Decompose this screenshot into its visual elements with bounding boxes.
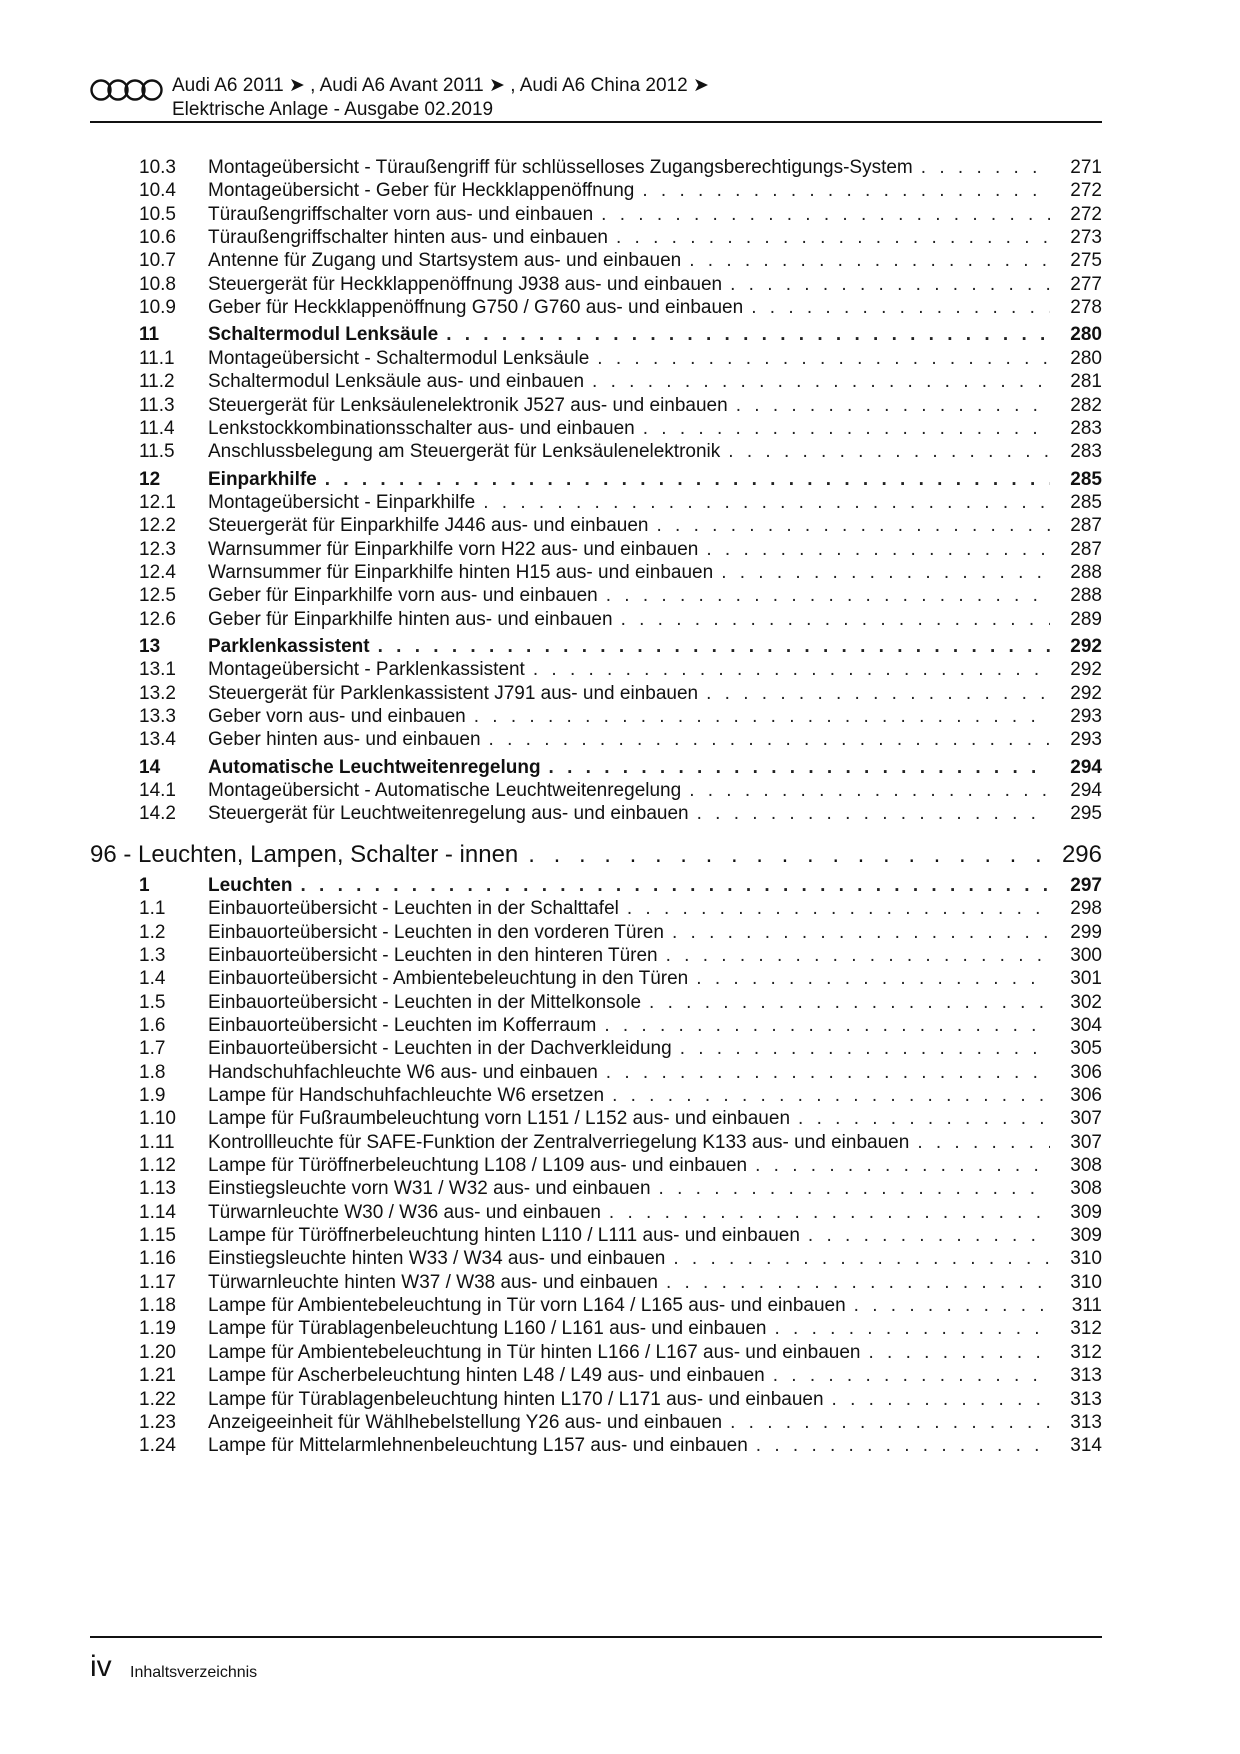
toc-title: Anschlussbelegung am Steuergerät für Lenksäulenelektronik	[208, 440, 728, 464]
toc-item[interactable]	[90, 1294, 1102, 1318]
toc-number: 1.14	[139, 1201, 176, 1223]
toc-item[interactable]	[90, 991, 1102, 1015]
toc-page-number: 306	[1070, 1061, 1102, 1083]
toc-page-number: 285	[1070, 491, 1102, 513]
toc-number: 1.16	[139, 1248, 176, 1270]
toc-section[interactable]	[90, 874, 1102, 898]
toc-item[interactable]	[90, 1154, 1102, 1178]
toc-page-number: 295	[1070, 803, 1102, 825]
toc-page-number: 298	[1070, 898, 1102, 920]
toc-leader-dots	[689, 249, 1050, 273]
toc-leader-dots	[689, 779, 1050, 803]
toc-item[interactable]	[90, 1411, 1102, 1435]
toc-item[interactable]	[90, 249, 1102, 273]
toc-number: 1.12	[139, 1155, 176, 1176]
toc-title: Leuchten	[208, 874, 300, 898]
toc-page-number: 272	[1070, 180, 1102, 202]
toc-page-number: 292	[1070, 659, 1102, 681]
toc-title: Einbauorteübersicht - Leuchten im Kofferraum	[208, 1014, 604, 1038]
toc-title: Anzeigeeinheit für Wählhebelstellung Y26 aus- und einbauen	[208, 1411, 730, 1435]
toc-page-number: 296	[1061, 840, 1102, 868]
toc-number: 1.11	[139, 1131, 175, 1153]
toc-page-number: 288	[1070, 561, 1102, 583]
toc-item[interactable]	[90, 1388, 1102, 1412]
toc-number: 1.5	[139, 991, 166, 1013]
toc-leader-dots	[673, 1247, 1050, 1271]
toc-leader-dots	[774, 1317, 1050, 1341]
toc-leader-dots	[446, 323, 1050, 347]
toc-item[interactable]	[90, 779, 1102, 803]
toc-title: Lampe für Türöffnerbeleuchtung L108 / L109 aus- und einbauen	[208, 1154, 755, 1178]
toc-leader-dots	[616, 226, 1050, 250]
toc-page-number: 282	[1070, 394, 1102, 416]
toc-leader-dots	[680, 1037, 1050, 1061]
toc-page-number: 288	[1070, 585, 1102, 607]
toc-title: Montageübersicht - Schaltermodul Lenksäule	[208, 347, 597, 371]
toc-title: Einbauorteübersicht - Ambientebeleuchtung in den Türen	[208, 967, 696, 991]
toc-item[interactable]	[90, 1434, 1102, 1458]
toc-page-number: 312	[1070, 1341, 1102, 1363]
toc-number: 11	[139, 324, 160, 346]
toc-leader-dots	[533, 658, 1050, 682]
toc-item[interactable]	[90, 1341, 1102, 1365]
toc-item[interactable]	[90, 1224, 1102, 1248]
toc-leader-dots	[474, 705, 1050, 729]
toc-number: 11.3	[139, 394, 175, 416]
toc-leader-dots	[483, 491, 1050, 515]
toc-item[interactable]	[90, 370, 1102, 394]
toc-page-number: 285	[1070, 468, 1102, 490]
toc-item[interactable]	[90, 296, 1102, 320]
toc-page-number: 273	[1070, 227, 1102, 249]
toc-page-number: 271	[1070, 157, 1102, 178]
toc-page-number: 277	[1070, 273, 1102, 295]
toc-item[interactable]	[90, 1131, 1102, 1155]
toc-title: Einparkhilfe	[208, 468, 325, 492]
toc-leader-dots	[868, 1341, 1050, 1365]
toc-title: Kontrollleuchte für SAFE-Funktion der Zentralverriegelung K133 aus- und einbauen	[208, 1131, 917, 1155]
toc-page-number: 307	[1070, 1131, 1102, 1153]
toc-title: Steuergerät für Heckklappenöffnung J938 aus- und einbauen	[208, 273, 730, 297]
toc-leader-dots	[659, 1177, 1050, 1201]
toc-item[interactable]	[90, 179, 1102, 203]
toc-number: 1.4	[139, 968, 166, 990]
toc-chapter-title: 96 - Leuchten, Lampen, Schalter - innen	[90, 840, 519, 868]
toc-leader-dots	[656, 514, 1050, 538]
toc-item[interactable]	[90, 944, 1102, 968]
toc-item[interactable]	[90, 514, 1102, 538]
toc-leader-dots	[549, 756, 1050, 780]
toc-page-number: 275	[1070, 250, 1102, 272]
toc-number: 1.19	[139, 1318, 176, 1340]
toc-number: 1	[139, 874, 150, 896]
toc-item[interactable]	[90, 491, 1102, 515]
toc-title: Antenne für Zugang und Startsystem aus- und einbauen	[208, 249, 689, 273]
toc-title: Automatische Leuchtweitenregelung	[208, 756, 549, 780]
toc-number: 12.5	[139, 585, 176, 607]
toc-leader-dots	[601, 203, 1050, 227]
audi-rings-logo	[90, 78, 164, 102]
toc-leader-dots	[378, 635, 1050, 659]
toc-number: 10.4	[139, 180, 176, 202]
toc-number: 12.2	[139, 515, 176, 537]
toc-item[interactable]	[90, 394, 1102, 418]
toc-number: 14.1	[139, 780, 176, 802]
toc-number: 10.5	[139, 203, 176, 225]
toc-page-number: 293	[1070, 706, 1102, 728]
toc-number: 13	[139, 636, 161, 657]
toc-page-number: 292	[1070, 636, 1102, 657]
toc-title: Geber für Heckklappenöffnung G750 / G760 aus- und einbauen	[208, 296, 751, 320]
toc-title: Geber für Einparkhilfe vorn aus- und einbauen	[208, 584, 606, 608]
toc-title: Einbauorteübersicht - Leuchten in der Dachverkleidung	[208, 1037, 680, 1061]
toc-number: 1.6	[139, 1014, 166, 1036]
toc-section[interactable]	[90, 468, 1102, 492]
toc-title: Türaußengriffschalter hinten aus- und einbauen	[208, 226, 616, 250]
toc-title: Lampe für Türablagenbeleuchtung hinten L170 / L171 aus- und einbauen	[208, 1388, 832, 1412]
toc-title: Steuergerät für Lenksäulenelektronik J527 aus- und einbauen	[208, 394, 736, 418]
toc-number: 10.3	[139, 157, 176, 178]
toc-number: 11.1	[139, 347, 175, 369]
toc-page-number: 283	[1070, 417, 1102, 439]
toc-page-number: 281	[1070, 371, 1102, 393]
toc-number: 12.6	[139, 608, 176, 630]
toc-item[interactable]	[90, 273, 1102, 297]
toc-title: Einbauorteübersicht - Leuchten in der Schalttafel	[208, 897, 627, 921]
toc-number: 13.4	[139, 729, 176, 751]
header-edition: Elektrische Anlage - Ausgabe 02.2019	[172, 99, 494, 120]
toc-title: Einstiegsleuchte hinten W33 / W34 aus- und einbauen	[208, 1247, 673, 1271]
toc-title: Türaußengriffschalter vorn aus- und einbauen	[208, 203, 601, 227]
header-vehicle-models: Audi A6 2011 ➤ , Audi A6 Avant 2011 ➤ , Audi A6 China 2012 ➤	[172, 75, 709, 96]
toc-number: 1.2	[139, 921, 166, 943]
toc-page-number: 313	[1070, 1388, 1102, 1410]
toc-item[interactable]	[90, 226, 1102, 250]
toc-number: 14.2	[139, 803, 176, 825]
toc-title: Montageübersicht - Türaußengriff für schlüsselloses Zugangsberechtigungs-System	[208, 156, 921, 180]
toc-number: 10.6	[139, 227, 176, 249]
toc-item[interactable]	[90, 561, 1102, 585]
toc-number: 10.8	[139, 273, 176, 295]
toc-title: Lampe für Türablagenbeleuchtung L160 / L161 aus- und einbauen	[208, 1317, 774, 1341]
toc-item[interactable]	[90, 1201, 1102, 1225]
toc-page-number: 305	[1070, 1038, 1102, 1060]
toc-leader-dots	[696, 967, 1050, 991]
toc-title: Einbauorteübersicht - Leuchten in den hinteren Türen	[208, 944, 666, 968]
toc-title: Lampe für Ambientebeleuchtung in Tür vorn L164 / L165 aus- und einbauen	[208, 1294, 854, 1318]
toc-leader-dots	[706, 682, 1050, 706]
toc-leader-dots	[917, 1131, 1050, 1155]
toc-leader-dots	[627, 897, 1050, 921]
toc-section[interactable]	[90, 756, 1102, 780]
toc-title: Warnsummer für Einparkhilfe hinten H15 aus- und einbauen	[208, 561, 721, 585]
toc-leader-dots	[489, 728, 1050, 752]
toc-leader-dots	[773, 1364, 1050, 1388]
toc-number: 1.7	[139, 1038, 166, 1060]
toc-number: 1.9	[139, 1084, 166, 1106]
toc-title: Steuergerät für Parklenkassistent J791 aus- und einbauen	[208, 682, 706, 706]
toc-item[interactable]	[90, 1037, 1102, 1061]
toc-number: 10.7	[139, 250, 176, 272]
toc-item[interactable]	[90, 921, 1102, 945]
toc-leader-dots	[697, 802, 1050, 826]
toc-leader-dots	[808, 1224, 1050, 1248]
toc-page-number: 294	[1070, 780, 1102, 802]
toc-leader-dots	[736, 394, 1050, 418]
toc-number: 12	[139, 468, 161, 490]
toc-item[interactable]	[90, 156, 1102, 180]
toc-leader-dots	[604, 1014, 1050, 1038]
toc-title: Montageübersicht - Automatische Leuchtweitenregelung	[208, 779, 689, 803]
toc-page-number: 306	[1070, 1084, 1102, 1106]
toc-page-number: 302	[1070, 991, 1102, 1013]
toc-page-number: 300	[1070, 944, 1102, 966]
toc-number: 1.20	[139, 1341, 176, 1363]
toc-number: 1.13	[139, 1178, 176, 1200]
footer-page-number: iv	[90, 1650, 112, 1683]
toc-item[interactable]	[90, 802, 1102, 826]
toc-title: Geber hinten aus- und einbauen	[208, 728, 489, 752]
toc-number: 13.1	[139, 659, 176, 681]
toc-item[interactable]	[90, 584, 1102, 608]
toc-leader-dots	[751, 296, 1050, 320]
toc-item[interactable]	[90, 1014, 1102, 1038]
toc-number: 1.18	[139, 1295, 176, 1317]
toc-page-number: 313	[1070, 1365, 1102, 1387]
toc-item[interactable]	[90, 608, 1102, 632]
toc-leader-dots	[592, 370, 1050, 394]
toc-page-number: 287	[1070, 538, 1102, 560]
toc-leader-dots	[606, 1061, 1050, 1085]
toc-section[interactable]	[90, 323, 1102, 347]
toc-title: Geber für Einparkhilfe hinten aus- und einbauen	[208, 608, 621, 632]
toc-page-number: 272	[1070, 203, 1102, 225]
toc-leader-dots	[706, 538, 1050, 562]
toc-title: Geber vorn aus- und einbauen	[208, 705, 474, 729]
toc-number: 1.21	[139, 1365, 176, 1387]
toc-page-number: 289	[1070, 608, 1102, 630]
toc-number: 1.23	[139, 1411, 176, 1433]
toc-leader-dots	[728, 440, 1050, 464]
toc-leader-dots	[730, 1411, 1050, 1435]
toc-number: 1.15	[139, 1225, 176, 1247]
toc-title: Handschuhfachleuchte W6 aus- und einbauen	[208, 1061, 606, 1085]
toc-item[interactable]	[90, 1271, 1102, 1295]
toc-item[interactable]	[90, 440, 1102, 464]
toc-number: 12.3	[139, 538, 176, 560]
toc-item[interactable]	[90, 682, 1102, 706]
toc-number: 12.4	[139, 561, 176, 583]
toc-page-number: 283	[1070, 441, 1102, 463]
toc-leader-dots	[300, 874, 1050, 898]
toc-number: 1.3	[139, 944, 166, 966]
toc-item[interactable]	[90, 658, 1102, 682]
toc-leader-dots	[666, 944, 1050, 968]
page-header	[90, 72, 1100, 122]
toc-title: Türwarnleuchte hinten W37 / W38 aus- und einbauen	[208, 1271, 666, 1295]
toc-item[interactable]	[90, 417, 1102, 441]
toc-leader-dots	[921, 156, 1050, 180]
toc-number: 11.5	[139, 441, 175, 463]
toc-leader-dots	[756, 1434, 1050, 1458]
toc-number: 1.24	[139, 1435, 176, 1457]
toc-item[interactable]	[90, 538, 1102, 562]
toc-leader-dots	[606, 584, 1050, 608]
toc-title: Steuergerät für Einparkhilfe J446 aus- und einbauen	[208, 514, 656, 538]
toc-title: Lampe für Fußraumbeleuchtung vorn L151 / L152 aus- und einbauen	[208, 1107, 798, 1131]
toc-chapter[interactable]	[90, 840, 1102, 870]
toc-leader-dots	[642, 179, 1050, 203]
toc-number: 11.2	[139, 371, 175, 393]
toc-title: Einstiegsleuchte vorn W31 / W32 aus- und einbauen	[208, 1177, 659, 1201]
toc-leader-dots	[621, 608, 1050, 632]
toc-leader-dots	[755, 1154, 1050, 1178]
toc-leader-dots	[649, 991, 1050, 1015]
toc-number: 11.4	[139, 417, 175, 439]
toc-page-number: 294	[1070, 756, 1102, 778]
toc-title: Schaltermodul Lenksäule	[208, 323, 446, 347]
toc-page-number: 293	[1070, 729, 1102, 751]
toc-page-number: 312	[1070, 1318, 1102, 1340]
toc-page-number: 311	[1071, 1295, 1102, 1317]
toc-page-number: 292	[1070, 682, 1102, 704]
header-divider	[90, 121, 1102, 123]
toc-title: Lampe für Ascherbeleuchtung hinten L48 / L49 aus- und einbauen	[208, 1364, 773, 1388]
toc-number: 10.9	[139, 297, 176, 319]
toc-item[interactable]	[90, 1177, 1102, 1201]
toc-leader-dots	[597, 347, 1050, 371]
toc-number: 1.17	[139, 1271, 176, 1293]
toc-page-number: 301	[1070, 968, 1102, 990]
toc-page-number: 310	[1070, 1271, 1102, 1293]
toc-title: Parklenkassistent	[208, 635, 378, 659]
toc-page-number: 278	[1070, 297, 1102, 319]
toc-title: Warnsummer für Einparkhilfe vorn H22 aus- und einbauen	[208, 538, 706, 562]
toc-title: Einbauorteübersicht - Leuchten in der Mittelkonsole	[208, 991, 649, 1015]
toc-page-number: 308	[1070, 1155, 1102, 1176]
toc-number: 1.22	[139, 1388, 176, 1410]
footer-label: Inhaltsverzeichnis	[130, 1664, 258, 1681]
toc-page-number: 299	[1070, 921, 1102, 943]
toc-item[interactable]	[90, 1247, 1102, 1271]
toc-title: Lampe für Türöffnerbeleuchtung hinten L110 / L111 aus- und einbauen	[208, 1224, 808, 1248]
toc-item[interactable]	[90, 1364, 1102, 1388]
toc-title: Lampe für Handschuhfachleuchte W6 ersetzen	[208, 1084, 612, 1108]
toc-page-number: 310	[1070, 1248, 1102, 1270]
toc-number: 14	[139, 756, 161, 778]
toc-page-number: 280	[1070, 347, 1102, 369]
toc-leader-dots	[612, 1084, 1050, 1108]
toc-page-number: 304	[1070, 1014, 1102, 1036]
toc-item[interactable]	[90, 728, 1102, 752]
toc-page-number: 309	[1070, 1225, 1102, 1247]
toc-leader-dots	[730, 273, 1050, 297]
toc-leader-dots	[721, 561, 1050, 585]
toc-item[interactable]	[90, 1107, 1102, 1131]
toc-page-number: 280	[1070, 324, 1102, 346]
toc-title: Lampe für Mittelarmlehnenbeleuchtung L157 aus- und einbauen	[208, 1434, 756, 1458]
toc-leader-dots	[832, 1388, 1050, 1412]
toc-title: Schaltermodul Lenksäule aus- und einbauen	[208, 370, 592, 394]
toc-page-number: 314	[1070, 1435, 1102, 1457]
toc-page-number: 297	[1070, 874, 1102, 896]
toc-leader-dots	[666, 1271, 1050, 1295]
toc-leader-dots	[672, 921, 1050, 945]
toc-number: 12.1	[139, 491, 176, 513]
toc-title: Türwarnleuchte W30 / W36 aus- und einbauen	[208, 1201, 609, 1225]
toc-number: 1.10	[139, 1108, 176, 1130]
toc-number: 1.8	[139, 1061, 166, 1083]
toc-title: Montageübersicht - Geber für Heckklappenöffnung	[208, 179, 642, 203]
toc-item[interactable]	[90, 1084, 1102, 1108]
toc-number: 13.3	[139, 706, 176, 728]
toc-title: Lampe für Ambientebeleuchtung in Tür hinten L166 / L167 aus- und einbauen	[208, 1341, 868, 1365]
toc-leader-dots	[643, 417, 1050, 441]
toc-title: Montageübersicht - Parklenkassistent	[208, 658, 533, 682]
toc-number: 13.2	[139, 682, 176, 704]
toc-page-number: 309	[1070, 1201, 1102, 1223]
toc-section[interactable]	[90, 635, 1102, 659]
toc-leader-dots	[798, 1107, 1050, 1131]
toc-number: 1.1	[139, 898, 166, 920]
toc-item[interactable]	[90, 705, 1102, 729]
toc-item[interactable]	[90, 1061, 1102, 1085]
toc-title: Steuergerät für Leuchtweitenregelung aus- und einbauen	[208, 802, 697, 826]
toc-title: Montageübersicht - Einparkhilfe	[208, 491, 483, 515]
toc-page-number: 308	[1070, 1178, 1102, 1200]
toc-item[interactable]	[90, 347, 1102, 371]
toc-page-number: 287	[1070, 515, 1102, 537]
toc-leader-dots	[854, 1294, 1050, 1318]
toc-page-number: 313	[1070, 1411, 1102, 1433]
toc-page-number: 307	[1070, 1108, 1102, 1130]
toc-title: Einbauorteübersicht - Leuchten in den vorderen Türen	[208, 921, 672, 945]
toc-item[interactable]	[90, 203, 1102, 227]
toc-leader-dots	[609, 1201, 1050, 1225]
toc-leader-dots	[528, 840, 1050, 870]
footer-divider	[90, 1636, 1102, 1638]
toc-title: Lenkstockkombinationsschalter aus- und einbauen	[208, 417, 643, 441]
toc-leader-dots	[325, 468, 1050, 492]
toc-item[interactable]	[90, 967, 1102, 991]
toc-item[interactable]	[90, 897, 1102, 921]
toc-item[interactable]	[90, 1317, 1102, 1341]
